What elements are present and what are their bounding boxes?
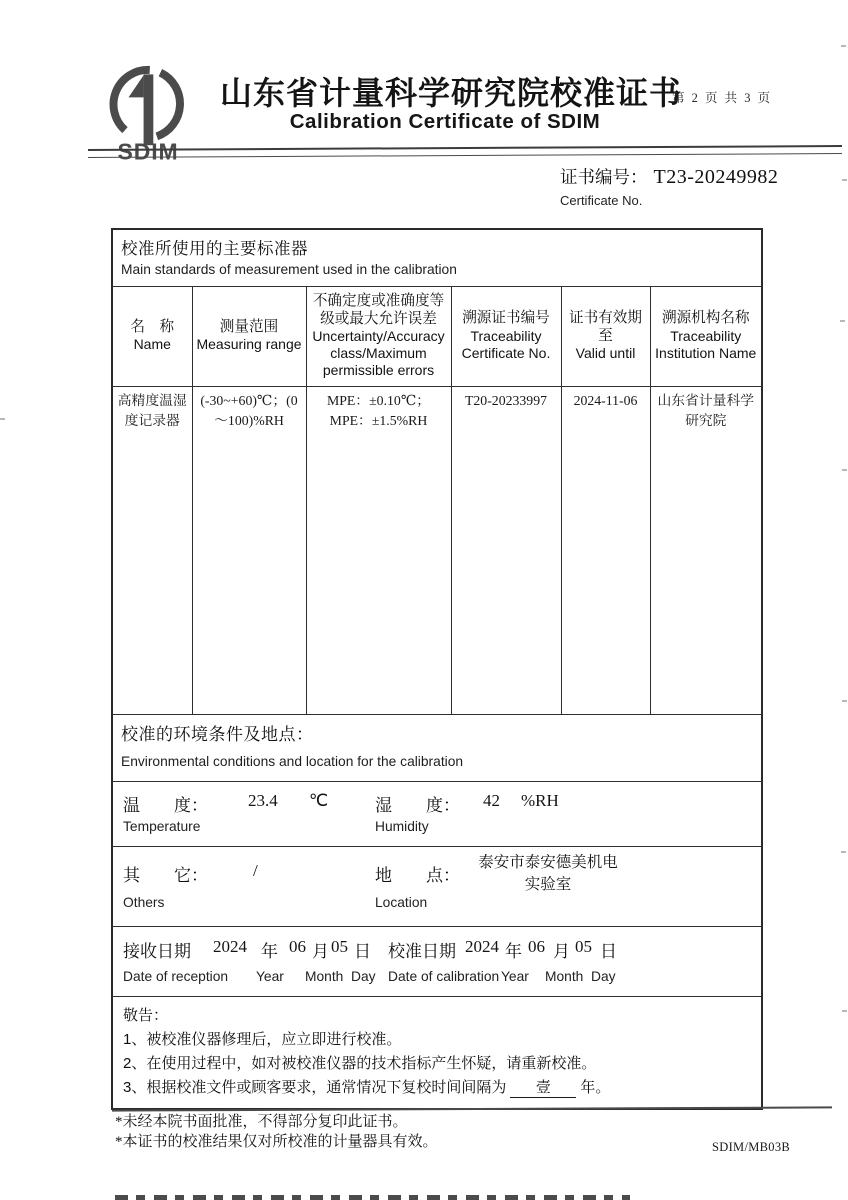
- scan-artifact: [0, 418, 5, 420]
- calibration-day-value: 05: [575, 937, 592, 956]
- cell-measuring-range: (-30~+60)℃；(0～100)%RH: [192, 386, 306, 714]
- reception-day-value: 05: [331, 937, 348, 956]
- reception-month-en: Month: [305, 969, 344, 984]
- scan-artifact: [841, 45, 846, 47]
- footer-notes: [115, 1113, 438, 1153]
- reception-month-value: 06: [289, 937, 306, 956]
- reception-month-cn: 月: [312, 942, 329, 961]
- scan-artifact: [842, 700, 847, 702]
- reception-day-en: Day: [351, 969, 376, 984]
- scan-cutoff-text: [115, 1195, 630, 1200]
- environment-title-en: Environmental conditions and location for the calibration: [121, 753, 464, 769]
- environment-section-header: [112, 714, 762, 781]
- col-header-traceability-cert-no: 溯源证书编号 Traceability Certificate No.: [451, 286, 561, 386]
- reception-day-cn: 日: [354, 942, 371, 961]
- others-value: /: [253, 861, 258, 880]
- col-header-measuring-range: 测量范围 Measuring range: [192, 286, 306, 386]
- standards-title-en: Main standards of measurement used in the calibration: [121, 262, 457, 277]
- standards-title-cn: 校准所使用的主要标准器: [121, 240, 308, 258]
- certificate-number-label-cn: 证书编号：: [560, 167, 648, 187]
- footer-note-2: *本证书的校准结果仅对所校准的计量器具有效。: [115, 1133, 438, 1150]
- temp-humidity-row: [112, 781, 762, 846]
- location-value: 泰安市泰安德美机电实验室: [478, 854, 618, 893]
- page-number-info: 第 2 页 共 3 页: [672, 91, 773, 105]
- col-header-uncertainty: 不确定度或准确度等级或最大允许误差 Uncertainty/Accuracy class/Maximum permissible errors: [306, 286, 451, 386]
- footer-note-1: *未经本院书面批准，不得部分复印此证书。: [115, 1114, 408, 1130]
- reception-year-value: 2024: [213, 937, 247, 956]
- notes-title: 敬告：: [123, 1006, 169, 1024]
- cell-name: 高精度温湿度记录器: [112, 386, 192, 714]
- humidity-unit: %RH: [521, 791, 559, 810]
- cell-traceability-cert-no: T20-20233997: [451, 386, 561, 714]
- temperature-value: 23.4: [248, 791, 278, 810]
- header-divider: [88, 145, 842, 158]
- temperature-label-cn: 温 度：: [123, 796, 208, 815]
- dates-row: [112, 926, 762, 996]
- form-code: SDIM/MB03B: [712, 1140, 791, 1154]
- humidity-value: 42: [483, 791, 500, 810]
- calibration-day-en: Day: [591, 969, 616, 984]
- cell-institution: 山东省计量科学研究院: [650, 386, 762, 714]
- calibration-month-cn: 月: [553, 942, 570, 961]
- environment-title-cn: 校准的环境条件及地点：: [121, 724, 314, 744]
- scan-artifact: [841, 851, 846, 853]
- certificate-table: [111, 228, 763, 1110]
- standards-section-header: [112, 229, 762, 286]
- scan-artifact: [842, 469, 847, 471]
- calibration-year-value: 2024: [465, 937, 499, 956]
- recalibration-interval-value: 壹: [510, 1079, 576, 1097]
- temperature-unit: ℃: [309, 791, 329, 810]
- certificate-number-value: T23-20249982: [653, 166, 779, 188]
- cell-mpe: MPE：±0.10℃；MPE：±1.5%RH: [306, 386, 451, 714]
- humidity-label-en: Humidity: [375, 819, 429, 834]
- certificate-title-en: Calibration Certificate of SDIM: [289, 110, 601, 133]
- sdim-logo-icon: [100, 62, 196, 162]
- calibration-date-label-cn: 校准日期: [388, 942, 456, 961]
- others-location-row: [112, 846, 762, 926]
- others-label-cn: 其 它：: [123, 866, 208, 885]
- note-item-1: 1、被校准仪器修理后，应立即进行校准。: [123, 1030, 402, 1048]
- calibration-month-en: Month: [545, 969, 584, 984]
- certificate-title-cn: 山东省计量科学研究院校准证书: [220, 74, 683, 112]
- col-header-name: 名 称 Name: [112, 286, 192, 386]
- reception-year-en: Year: [256, 969, 284, 984]
- scan-artifact: [842, 1010, 847, 1012]
- note-item-2: 2、在使用过程中，如对被校准仪器的技术指标产生怀疑，请重新校准。: [123, 1055, 597, 1073]
- scan-artifact: [840, 320, 845, 322]
- calibration-year-en: Year: [501, 969, 529, 984]
- humidity-label-cn: 湿 度：: [375, 796, 460, 815]
- col-header-traceability-institution: 溯源机构名称 Traceability Institution Name: [650, 286, 762, 386]
- calibration-date-label-en: Date of calibration: [388, 969, 500, 984]
- others-label-en: Others: [123, 895, 165, 910]
- scan-artifact: [842, 179, 847, 181]
- logo-text: SDIM: [117, 138, 179, 162]
- calibration-month-value: 06: [528, 937, 545, 956]
- reception-year-cn: 年: [261, 942, 278, 961]
- temperature-label-en: Temperature: [123, 819, 201, 834]
- calibration-year-cn: 年: [505, 942, 522, 961]
- calibration-day-cn: 日: [600, 942, 617, 961]
- certificate-number-label-en: Certificate No.: [560, 193, 643, 208]
- location-label-cn: 地 点：: [375, 866, 460, 885]
- col-header-valid-until: 证书有效期至 Valid until: [561, 286, 650, 386]
- note-item-3: 3、根据校准文件或顾客要求，通常情况下复校时间间隔为 壹 年。: [123, 1079, 611, 1097]
- standard-device-row: [112, 386, 762, 714]
- certificate-number-block: [560, 164, 778, 208]
- notes-row: [112, 996, 762, 1109]
- reception-date-label-cn: 接收日期: [123, 942, 191, 961]
- location-label-en: Location: [375, 895, 428, 910]
- cell-valid-until: 2024-11-06: [561, 386, 650, 714]
- reception-date-label-en: Date of reception: [123, 969, 229, 984]
